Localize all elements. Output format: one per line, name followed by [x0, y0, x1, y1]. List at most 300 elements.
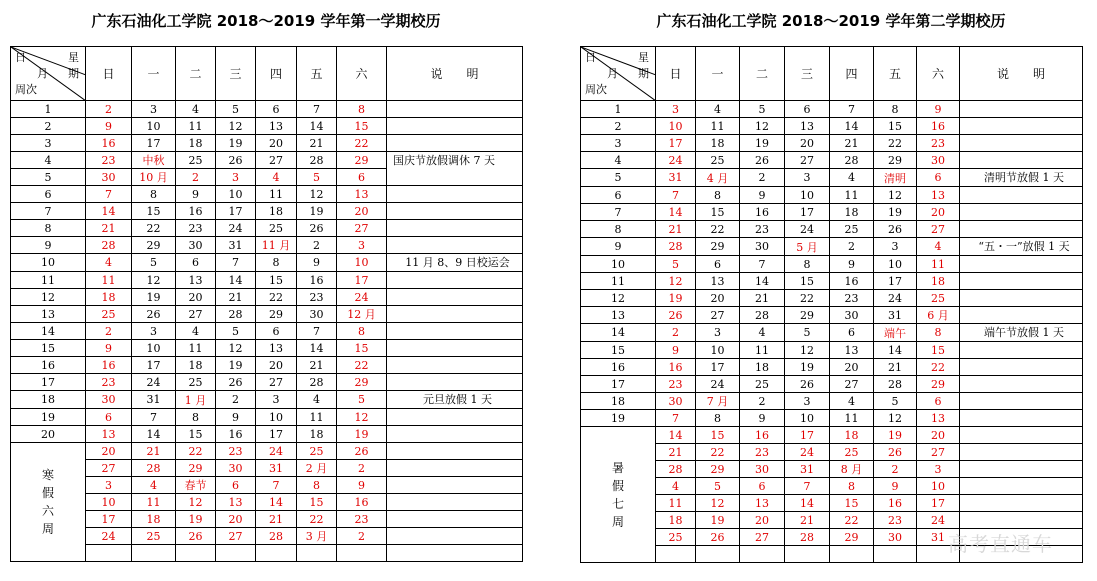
date-cell: 22	[785, 290, 830, 307]
week-row	[581, 290, 1083, 307]
week-number: 18	[11, 391, 86, 409]
date-cell: 3	[785, 169, 830, 187]
week-row	[11, 237, 523, 254]
date-cell: 30	[917, 152, 960, 169]
date-cell: 23	[656, 376, 696, 393]
date-cell: 1 月	[176, 391, 216, 409]
date-cell: 19	[656, 290, 696, 307]
week-number: 9	[11, 237, 86, 254]
vacation-date-cell: 12	[176, 494, 216, 511]
vacation-date-cell: 6	[740, 478, 785, 495]
date-cell: 14	[297, 340, 337, 357]
empty-cell	[86, 545, 132, 562]
header-row	[11, 47, 523, 101]
date-cell: 15	[176, 426, 216, 443]
date-cell: 25	[830, 221, 874, 238]
corner-label-corner_day: 日	[585, 51, 596, 64]
date-cell: 3	[696, 324, 740, 342]
date-cell: 6	[337, 169, 387, 186]
note-cell: 端午节放假 1 天	[960, 324, 1083, 342]
date-cell: 16	[297, 272, 337, 289]
corner-label-corner_day: 日	[15, 51, 26, 64]
date-cell: 12	[132, 272, 176, 289]
week-number: 18	[581, 393, 656, 410]
note-empty-cell	[387, 220, 523, 237]
date-cell: 10	[256, 409, 297, 426]
date-cell: 14	[132, 426, 176, 443]
date-cell: 9	[86, 340, 132, 357]
date-cell: 13	[256, 340, 297, 357]
date-cell: 25	[696, 152, 740, 169]
vacation-label: 暑 假 七 周	[581, 427, 656, 563]
date-cell: 18	[830, 204, 874, 221]
date-cell: 17	[132, 357, 176, 374]
date-cell: 19	[216, 357, 256, 374]
vacation-row	[11, 443, 523, 460]
vacation-date-cell: 30	[740, 461, 785, 478]
note-empty-cell	[387, 203, 523, 220]
week-number: 5	[581, 169, 656, 187]
weekday-header: 三	[216, 47, 256, 101]
vacation-date-cell: 21	[132, 443, 176, 460]
date-cell: 3	[656, 101, 696, 118]
date-cell: 2	[176, 169, 216, 186]
week-row	[581, 135, 1083, 152]
date-cell: 15	[337, 118, 387, 135]
date-cell: 21	[297, 357, 337, 374]
note-empty-cell	[960, 376, 1083, 393]
date-cell: 27	[917, 221, 960, 238]
week-row	[11, 391, 523, 409]
vacation-date-cell: 17	[86, 511, 132, 528]
date-cell: 9	[297, 254, 337, 272]
week-row	[581, 376, 1083, 393]
vacation-label: 寒 假 六 周	[11, 443, 86, 562]
date-cell: 9	[740, 187, 785, 204]
date-cell: 2	[830, 238, 874, 256]
vacation-date-cell: 14	[256, 494, 297, 511]
vacation-date-cell: 20	[86, 443, 132, 460]
week-row	[11, 357, 523, 374]
date-cell: 11 月	[256, 237, 297, 254]
date-cell: 8	[696, 410, 740, 427]
note-empty-cell	[387, 374, 523, 391]
date-cell: 5 月	[785, 238, 830, 256]
vacation-date-cell: 25	[297, 443, 337, 460]
date-cell: 19	[874, 204, 917, 221]
week-number: 5	[11, 169, 86, 186]
date-cell: 4	[297, 391, 337, 409]
notes-header: 说 明	[960, 47, 1083, 101]
week-row	[581, 101, 1083, 118]
date-cell: 10	[785, 410, 830, 427]
date-cell: 30	[297, 306, 337, 323]
date-cell: 8	[256, 254, 297, 272]
empty-cell	[337, 545, 387, 562]
vacation-date-cell: 26	[696, 529, 740, 546]
vacation-date-cell: 2	[337, 528, 387, 545]
date-cell: 18	[176, 135, 216, 152]
date-cell: 18	[86, 289, 132, 306]
date-cell: 20	[256, 357, 297, 374]
date-cell: 10	[656, 118, 696, 135]
empty-cell	[132, 545, 176, 562]
date-cell: 23	[86, 374, 132, 391]
date-cell: 4	[830, 393, 874, 410]
note-empty-cell	[960, 444, 1083, 461]
vacation-date-cell: 30	[216, 460, 256, 477]
note-empty-cell	[960, 273, 1083, 290]
date-cell: 21	[86, 220, 132, 237]
week-row	[11, 186, 523, 203]
vacation-date-cell: 22	[297, 511, 337, 528]
date-cell: 11	[740, 342, 785, 359]
vacation-date-cell: 14	[656, 427, 696, 444]
date-cell: 5	[216, 101, 256, 118]
date-cell: 4	[830, 169, 874, 187]
note-empty-cell	[387, 528, 523, 545]
date-cell: 19	[216, 135, 256, 152]
vacation-date-cell: 27	[917, 444, 960, 461]
date-cell: 18	[696, 135, 740, 152]
date-cell: 7	[216, 254, 256, 272]
note-cell: “五・一”放假 1 天	[960, 238, 1083, 256]
date-cell: 12	[216, 340, 256, 357]
date-cell: 27	[256, 152, 297, 169]
date-cell: 15	[256, 272, 297, 289]
date-cell: 4 月	[696, 169, 740, 187]
vacation-date-cell: 7	[785, 478, 830, 495]
date-cell: 9	[216, 409, 256, 426]
date-cell: 11	[917, 256, 960, 273]
date-cell: 9	[176, 186, 216, 203]
date-cell: 14	[830, 118, 874, 135]
week-row	[11, 101, 523, 118]
note-empty-cell	[960, 427, 1083, 444]
vacation-date-cell: 24	[256, 443, 297, 460]
date-cell: 5	[785, 324, 830, 342]
date-cell: 20	[256, 135, 297, 152]
vacation-date-cell: 6	[216, 477, 256, 494]
date-cell: 14	[297, 118, 337, 135]
date-cell: 13	[917, 187, 960, 204]
date-cell: 26	[216, 152, 256, 169]
date-cell: 29	[337, 152, 387, 169]
date-cell: 21	[216, 289, 256, 306]
date-cell: 7	[830, 101, 874, 118]
date-cell: 22	[337, 357, 387, 374]
date-cell: 28	[86, 237, 132, 254]
empty-cell	[830, 546, 874, 563]
date-cell: 24	[785, 221, 830, 238]
date-cell: 29	[696, 238, 740, 256]
vacation-date-cell: 21	[656, 444, 696, 461]
date-cell: 22	[917, 359, 960, 376]
vacation-date-cell: 2	[874, 461, 917, 478]
date-cell: 8	[785, 256, 830, 273]
week-row	[11, 152, 523, 169]
vacation-date-cell: 21	[785, 512, 830, 529]
vacation-date-cell: 10	[86, 494, 132, 511]
date-cell: 5	[874, 393, 917, 410]
week-number: 12	[581, 290, 656, 307]
week-row	[581, 393, 1083, 410]
date-cell: 28	[740, 307, 785, 324]
date-cell: 16	[176, 203, 216, 220]
vacation-date-cell: 31	[785, 461, 830, 478]
date-cell: 5	[132, 254, 176, 272]
date-cell: 27	[256, 374, 297, 391]
note-empty-cell	[960, 187, 1083, 204]
week-number: 14	[11, 323, 86, 340]
week-number: 12	[11, 289, 86, 306]
note-empty-cell	[960, 135, 1083, 152]
date-cell: 27	[337, 220, 387, 237]
date-cell: 3	[132, 323, 176, 340]
vacation-row	[11, 460, 523, 477]
date-cell: 2	[656, 324, 696, 342]
empty-cell	[216, 545, 256, 562]
vacation-date-cell: 19	[874, 427, 917, 444]
note-empty-cell	[387, 460, 523, 477]
date-cell: 7 月	[696, 393, 740, 410]
empty-cell	[874, 546, 917, 563]
date-cell: 2	[86, 323, 132, 340]
note-empty-cell	[387, 443, 523, 460]
date-cell: 11	[830, 410, 874, 427]
vacation-date-cell: 9	[337, 477, 387, 494]
week-row	[11, 306, 523, 323]
vacation-date-cell: 5	[696, 478, 740, 495]
date-cell: 16	[917, 118, 960, 135]
week-number: 15	[11, 340, 86, 357]
date-cell: 20	[830, 359, 874, 376]
date-cell: 25	[740, 376, 785, 393]
date-cell: 12	[874, 410, 917, 427]
note-empty-cell	[387, 272, 523, 289]
date-cell: 25	[176, 152, 216, 169]
corner-label-corner_period: 期	[68, 67, 79, 80]
vacation-date-cell: 春节	[176, 477, 216, 494]
date-cell: 8	[917, 324, 960, 342]
date-cell: 7	[297, 101, 337, 118]
date-cell: 28	[874, 376, 917, 393]
date-cell: 10 月	[132, 169, 176, 186]
vacation-date-cell: 22	[830, 512, 874, 529]
weekday-header: 日	[86, 47, 132, 101]
corner-label-corner_week: 周次	[585, 83, 607, 96]
date-cell: 25	[917, 290, 960, 307]
date-cell: 5	[656, 256, 696, 273]
date-cell: 11	[256, 186, 297, 203]
vacation-date-cell: 2 月	[297, 460, 337, 477]
weekday-header: 四	[830, 47, 874, 101]
watermark: 高考直通车	[948, 532, 1053, 556]
note-empty-cell	[387, 135, 523, 152]
date-cell: 26	[216, 374, 256, 391]
week-row	[581, 169, 1083, 187]
date-cell: 7	[132, 409, 176, 426]
calendar-table	[10, 46, 523, 562]
date-cell: 15	[337, 340, 387, 357]
date-cell: 21	[874, 359, 917, 376]
week-number: 7	[11, 203, 86, 220]
date-cell: 27	[785, 152, 830, 169]
date-cell: 12	[297, 186, 337, 203]
date-cell: 15	[132, 203, 176, 220]
date-cell: 4	[256, 169, 297, 186]
vacation-date-cell: 22	[696, 444, 740, 461]
week-row	[581, 204, 1083, 221]
date-cell: 14	[656, 204, 696, 221]
date-cell: 13	[337, 186, 387, 203]
date-cell: 5	[216, 323, 256, 340]
week-number: 7	[581, 204, 656, 221]
weekday-header: 四	[256, 47, 297, 101]
note-empty-cell	[960, 342, 1083, 359]
week-number: 2	[581, 118, 656, 135]
date-cell: 4	[176, 101, 216, 118]
date-cell: 27	[696, 307, 740, 324]
date-cell: 13	[830, 342, 874, 359]
vacation-date-cell: 21	[256, 511, 297, 528]
date-cell: 24	[696, 376, 740, 393]
date-cell: 11	[176, 340, 216, 357]
date-cell: 4	[740, 324, 785, 342]
date-cell: 22	[256, 289, 297, 306]
vacation-date-cell: 23	[874, 512, 917, 529]
date-cell: 8	[337, 323, 387, 340]
week-number: 1	[11, 101, 86, 118]
week-number: 13	[581, 307, 656, 324]
corner-header-cell	[11, 47, 86, 101]
note-empty-cell	[387, 545, 523, 562]
date-cell: 26	[297, 220, 337, 237]
date-cell: 29	[256, 306, 297, 323]
vacation-date-cell: 4	[656, 478, 696, 495]
note-empty-cell	[387, 118, 523, 135]
vacation-date-cell: 24	[917, 512, 960, 529]
date-cell: 3	[337, 237, 387, 254]
date-cell: 2	[740, 169, 785, 187]
date-cell: 29	[785, 307, 830, 324]
date-cell: 8	[337, 101, 387, 118]
week-row	[581, 273, 1083, 290]
vacation-date-cell: 30	[874, 529, 917, 546]
week-number: 19	[581, 410, 656, 427]
date-cell: 22	[132, 220, 176, 237]
corner-label-corner_period: 期	[638, 67, 649, 80]
note-empty-cell	[960, 393, 1083, 410]
week-number: 6	[581, 187, 656, 204]
vacation-date-cell: 20	[917, 427, 960, 444]
week-number: 6	[11, 186, 86, 203]
note-empty-cell	[960, 307, 1083, 324]
week-row	[581, 410, 1083, 427]
week-number: 14	[581, 324, 656, 342]
date-cell: 25	[176, 374, 216, 391]
note-empty-cell	[387, 409, 523, 426]
date-cell: 27	[830, 376, 874, 393]
date-cell: 14	[874, 342, 917, 359]
date-cell: 6	[917, 393, 960, 410]
date-cell: 2	[216, 391, 256, 409]
date-cell: 26	[874, 221, 917, 238]
vacation-date-cell: 20	[740, 512, 785, 529]
date-cell: 13	[785, 118, 830, 135]
vacation-date-cell: 2	[337, 460, 387, 477]
date-cell: 13	[176, 272, 216, 289]
date-cell: 18	[740, 359, 785, 376]
week-number: 8	[581, 221, 656, 238]
date-cell: 13	[917, 410, 960, 427]
date-cell: 6	[256, 323, 297, 340]
date-cell: 23	[830, 290, 874, 307]
corner-header-cell	[581, 47, 656, 101]
empty-cell	[740, 546, 785, 563]
vacation-date-cell: 29	[696, 461, 740, 478]
date-cell: 9	[656, 342, 696, 359]
date-cell: 16	[740, 204, 785, 221]
date-cell: 28	[656, 238, 696, 256]
date-cell: 4	[917, 238, 960, 256]
week-number: 3	[581, 135, 656, 152]
date-cell: 8	[176, 409, 216, 426]
date-cell: 28	[216, 306, 256, 323]
vacation-date-cell: 16	[740, 427, 785, 444]
date-cell: 11	[176, 118, 216, 135]
date-cell: 17	[216, 203, 256, 220]
date-cell: 29	[874, 152, 917, 169]
vacation-date-cell: 8 月	[830, 461, 874, 478]
week-row	[581, 256, 1083, 273]
date-cell: 13	[86, 426, 132, 443]
date-cell: 24	[656, 152, 696, 169]
date-cell: 17	[874, 273, 917, 290]
empty-cell	[176, 545, 216, 562]
date-cell: 31	[132, 391, 176, 409]
vacation-date-cell: 15	[297, 494, 337, 511]
note-empty-cell	[960, 461, 1083, 478]
date-cell: 17	[696, 359, 740, 376]
vacation-date-cell: 11	[656, 495, 696, 512]
corner-label-corner_month: 月	[607, 67, 618, 80]
date-cell: 16	[656, 359, 696, 376]
date-cell: 17	[256, 426, 297, 443]
date-cell: 7	[656, 410, 696, 427]
date-cell: 31	[216, 237, 256, 254]
note-empty-cell	[387, 340, 523, 357]
date-cell: 10	[132, 118, 176, 135]
vacation-date-cell: 28	[132, 460, 176, 477]
date-cell: 16	[86, 357, 132, 374]
vacation-date-cell: 24	[785, 444, 830, 461]
weekday-header: 一	[696, 47, 740, 101]
date-cell: 18	[917, 273, 960, 290]
vacation-date-cell: 18	[656, 512, 696, 529]
date-cell: 7	[86, 186, 132, 203]
empty-row	[11, 545, 523, 562]
date-cell: 5	[740, 101, 785, 118]
week-row	[581, 307, 1083, 324]
week-number: 16	[581, 359, 656, 376]
date-cell: 19	[297, 203, 337, 220]
week-row	[11, 118, 523, 135]
date-cell: 6 月	[917, 307, 960, 324]
note-empty-cell	[387, 357, 523, 374]
date-cell: 15	[874, 118, 917, 135]
date-cell: 19	[785, 359, 830, 376]
